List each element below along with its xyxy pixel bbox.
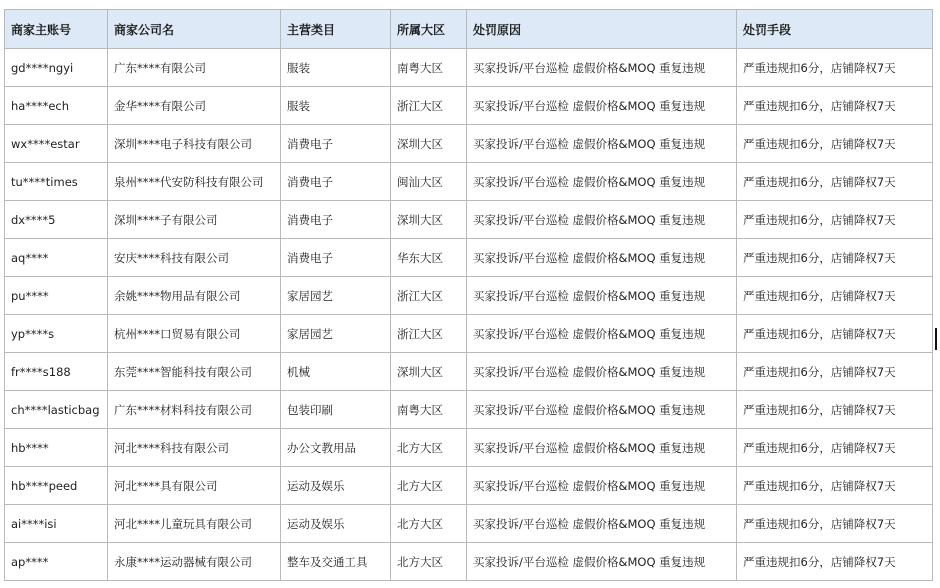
region-cell: 北方大区 [391,505,467,543]
region-cell: 深圳大区 [391,201,467,239]
penalty-measure-cell: 严重违规扣6分，店铺降权7天 [737,353,933,391]
main-category-cell: 机械 [281,353,391,391]
merchant-account-cell: tu****times [5,163,108,201]
header-row [5,10,933,49]
region-cell: 北方大区 [391,467,467,505]
company-name-cell: 余姚****物用品有限公司 [108,277,281,315]
penalty-reason-cell: 买家投诉/平台巡检 虚假价格&MOQ 重复违规 [467,391,737,429]
merchant-account-cell: gd****ngyi [5,49,108,87]
merchant-account-cell: ap**** [5,543,108,581]
penalty-reason-cell: 买家投诉/平台巡检 虚假价格&MOQ 重复违规 [467,201,737,239]
merchant-account-cell: ha****ech [5,87,108,125]
penalty-measure-cell: 严重违规扣6分，店铺降权7天 [737,315,933,353]
penalty-measure-cell: 严重违规扣6分，店铺降权7天 [737,49,933,87]
company-name-cell: 深圳****子有限公司 [108,201,281,239]
merchant-account-cell: yp****s [5,315,108,353]
table-row [5,87,933,125]
merchant-account-cell: hb**** [5,429,108,467]
table-row [5,505,933,543]
penalty-reason-cell: 买家投诉/平台巡检 虚假价格&MOQ 重复违规 [467,87,737,125]
company-name-cell: 杭州****口贸易有限公司 [108,315,281,353]
penalty-measure-cell: 严重违规扣6分，店铺降权7天 [737,87,933,125]
penalty-measure-cell: 严重违规扣6分，店铺降权7天 [737,277,933,315]
company-name-cell: 永康****运动器械有限公司 [108,543,281,581]
main-category-cell: 运动及娱乐 [281,505,391,543]
merchant-account-cell: pu**** [5,277,108,315]
region-cell: 北方大区 [391,429,467,467]
penalty-measure-cell: 严重违规扣6分，店铺降权7天 [737,201,933,239]
region-cell: 浙江大区 [391,277,467,315]
company-name-cell: 金华****有限公司 [108,87,281,125]
region-cell: 南粤大区 [391,49,467,87]
penalty-table [4,9,933,581]
merchant-account-cell: aq**** [5,239,108,277]
region-cell: 浙江大区 [391,87,467,125]
main-category-cell: 办公文教用品 [281,429,391,467]
company-name-cell: 深圳****电子科技有限公司 [108,125,281,163]
company-name-cell: 河北****儿童玩具有限公司 [108,505,281,543]
table-body [5,49,933,581]
region-cell: 深圳大区 [391,353,467,391]
main-category-cell: 服装 [281,87,391,125]
header-region: 所属大区 [391,10,467,49]
header-penalty-measure: 处罚手段 [737,10,933,49]
region-cell: 北方大区 [391,543,467,581]
penalty-reason-cell: 买家投诉/平台巡检 虚假价格&MOQ 重复违规 [467,315,737,353]
merchant-account-cell: hb****peed [5,467,108,505]
table-row [5,277,933,315]
table-row [5,163,933,201]
merchant-account-cell: ch****lasticbag [5,391,108,429]
penalty-measure-cell: 严重违规扣6分，店铺降权7天 [737,125,933,163]
table-row [5,49,933,87]
table-row [5,391,933,429]
penalty-measure-cell: 严重违规扣6分，店铺降权7天 [737,163,933,201]
penalty-reason-cell: 买家投诉/平台巡检 虚假价格&MOQ 重复违规 [467,277,737,315]
table-row [5,125,933,163]
main-category-cell: 消费电子 [281,201,391,239]
main-category-cell: 家居园艺 [281,315,391,353]
table-row [5,467,933,505]
company-name-cell: 广东****材料科技有限公司 [108,391,281,429]
table-header [5,10,933,49]
penalty-measure-cell: 严重违规扣6分，店铺降权7天 [737,391,933,429]
region-cell: 华东大区 [391,239,467,277]
penalty-reason-cell: 买家投诉/平台巡检 虚假价格&MOQ 重复违规 [467,163,737,201]
header-merchant-account: 商家主账号 [5,10,108,49]
main-category-cell: 包装印刷 [281,391,391,429]
header-company-name: 商家公司名 [108,10,281,49]
penalty-reason-cell: 买家投诉/平台巡检 虚假价格&MOQ 重复违规 [467,49,737,87]
penalty-reason-cell: 买家投诉/平台巡检 虚假价格&MOQ 重复违规 [467,543,737,581]
penalty-measure-cell: 严重违规扣6分，店铺降权7天 [737,239,933,277]
penalty-measure-cell: 严重违规扣6分，店铺降权7天 [737,505,933,543]
penalty-reason-cell: 买家投诉/平台巡检 虚假价格&MOQ 重复违规 [467,125,737,163]
table-row [5,201,933,239]
merchant-account-cell: ai****isi [5,505,108,543]
region-cell: 闽汕大区 [391,163,467,201]
penalty-reason-cell: 买家投诉/平台巡检 虚假价格&MOQ 重复违规 [467,353,737,391]
main-category-cell: 整车及交通工具 [281,543,391,581]
header-penalty-reason: 处罚原因 [467,10,737,49]
table-row [5,429,933,467]
table-row [5,543,933,581]
penalty-reason-cell: 买家投诉/平台巡检 虚假价格&MOQ 重复违规 [467,429,737,467]
penalty-reason-cell: 买家投诉/平台巡检 虚假价格&MOQ 重复违规 [467,505,737,543]
company-name-cell: 广东****有限公司 [108,49,281,87]
merchant-account-cell: dx****5 [5,201,108,239]
main-category-cell: 家居园艺 [281,277,391,315]
merchant-account-cell: fr****s188 [5,353,108,391]
company-name-cell: 泉州****代安防科技有限公司 [108,163,281,201]
company-name-cell: 东莞****智能科技有限公司 [108,353,281,391]
region-cell: 深圳大区 [391,125,467,163]
penalty-table-container [4,9,932,581]
table-row [5,315,933,353]
text-cursor-mark [935,328,937,350]
main-category-cell: 消费电子 [281,163,391,201]
penalty-measure-cell: 严重违规扣6分，店铺降权7天 [737,543,933,581]
company-name-cell: 河北****科技有限公司 [108,429,281,467]
penalty-measure-cell: 严重违规扣6分，店铺降权7天 [737,429,933,467]
header-main-category: 主营类目 [281,10,391,49]
main-category-cell: 服装 [281,49,391,87]
penalty-reason-cell: 买家投诉/平台巡检 虚假价格&MOQ 重复违规 [467,467,737,505]
table-row [5,353,933,391]
main-category-cell: 消费电子 [281,125,391,163]
region-cell: 南粤大区 [391,391,467,429]
merchant-account-cell: wx****estar [5,125,108,163]
company-name-cell: 河北****具有限公司 [108,467,281,505]
table-row [5,239,933,277]
penalty-reason-cell: 买家投诉/平台巡检 虚假价格&MOQ 重复违规 [467,239,737,277]
company-name-cell: 安庆****科技有限公司 [108,239,281,277]
region-cell: 浙江大区 [391,315,467,353]
penalty-measure-cell: 严重违规扣6分，店铺降权7天 [737,467,933,505]
main-category-cell: 消费电子 [281,239,391,277]
main-category-cell: 运动及娱乐 [281,467,391,505]
